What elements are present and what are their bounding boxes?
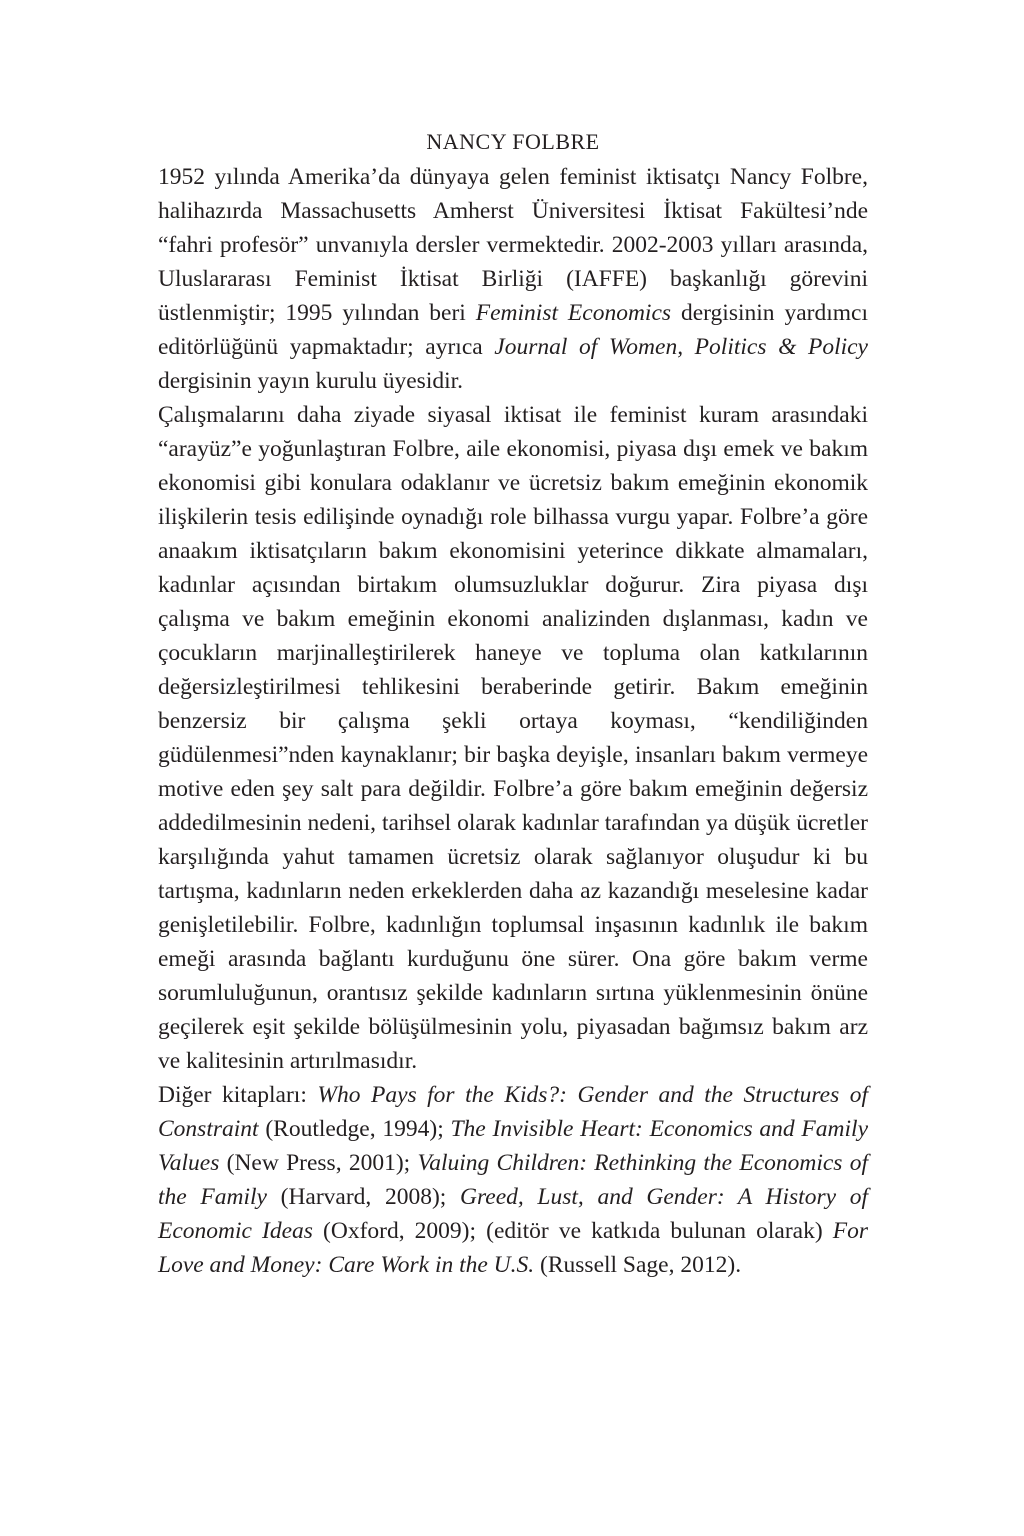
books-paragraph [158, 1078, 868, 1282]
book-title-1: Who Pays for the Kids?: Gender and the Structures of Constraint [158, 1082, 869, 1142]
bio-text-3: dergisinin yayın kurulu üyesidir. [158, 368, 464, 394]
journal-title-women-politics: Journal of Women, Politics & Policy [494, 334, 868, 360]
book-title-4: Greed, Lust, and Gender: A History of Economic Ideas [158, 1184, 868, 1244]
book-title-5: For Love and Money: Care Work in the U.S. [158, 1218, 868, 1278]
book-pub-2: (New Press, 2001); [219, 1150, 418, 1176]
research-text: Çalışmalarını daha ziyade siyasal iktisat ile feminist kuram arasındaki “arayüz”e yoğunlaştıran Folbre, aile ekonomisi, piyasa dışı emek ve bakım ekonomisi gibi konulara odaklanır ve ücretsiz bakım emeğinin ekonomik ilişkilerin tesis edilişinde oynadığı role bilhassa vurgu yapar. Folbre’a göre anaakım iktisatçıların bakım ekonomisini yeterince dikkate almamaları, kadınlar açısından birtakım olumsuzluklar doğurur. Zira piyasa dışı çalışma ve bakım emeğinin ekonomi analizinden dışlanması, kadın ve çocukların marjinalleştirilerek haneye ve topluma olan katkılarının değersizleştirilmesi tehlikesini beraberinde getirir. Bakım emeğinin benzersiz bir çalışma şekli ortaya koyması, “kendiliğinden güdülenmesi”nden kaynaklanır; bir başka deyişle, insanları bakım vermeye motive eden şey salt para değildir. Folbre’a göre bakım emeğinin değersiz addedilmesinin nedeni, tarihsel olarak kadınlar tarafından ya düşük ücretler karşılığında yahut tamamen ücretsiz olarak sağlanıyor oluşudur ki bu tartışma, kadınların neden erkeklerden daha az kazandığı meselesine kadar genişletilebilir. Folbre, kadınlığın toplumsal inşasının kadınlık ile bakım emeği arasında bağlantı kurduğunu öne sürer. Ona göre bakım verme sorumluluğunun, orantısız şekilde kadınların sırtına yüklenmesinin önüne geçilerek eşit şekilde bölüşülmesinin yolu, piyasadan bağımsız bakım arz ve kalitesinin artırılmasıdır. [158, 402, 868, 1074]
book-pub-1: (Routledge, 1994); [258, 1116, 451, 1142]
book-title-3: Valuing Children: Rethinking the Economics of the Family [158, 1150, 868, 1210]
book-pub-3: (Harvard, 2008); [266, 1184, 461, 1210]
book-title-2: The Invisible Heart: Economics and Family Values [158, 1116, 868, 1176]
research-paragraph [158, 398, 868, 1078]
bio-text-2: dergisinin yardımcı editörlüğünü yapmaktadır; ayrıca [158, 300, 868, 360]
bio-paragraph [158, 160, 868, 398]
page-content [158, 124, 868, 1282]
journal-title-feminist-economics: Feminist Economics [475, 300, 672, 326]
bio-text-1: 1952 yılında Amerika’da dünyaya gelen feminist iktisatçı Nancy Folbre, halihazırda Massachusetts Amherst Üniversitesi İktisat Fakültesi’nde “fahri profesör” unvanıyla dersler vermektedir. 2002-2003 yılları arasında, Uluslararası Feminist İktisat Birliği (IAFFE) başkanlığı görevini üstlenmiştir; 1995 yılından beri [158, 164, 868, 326]
books-intro: Diğer kitapları: [158, 1082, 318, 1108]
author-heading: NANCY FOLBRE [426, 129, 600, 154]
book-pub-5: (Russell Sage, 2012). [534, 1252, 742, 1278]
book-pub-4: (Oxford, 2009); (editör ve katkıda bulunan olarak) [312, 1218, 833, 1244]
